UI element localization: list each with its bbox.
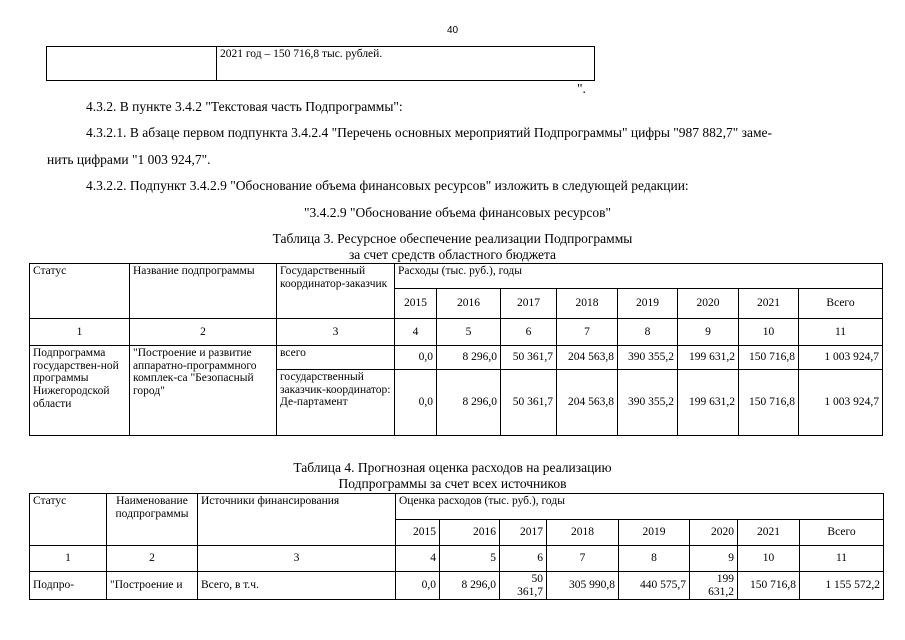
header-total: Всего [799,289,883,319]
value-cell: 150 716,8 [738,572,800,600]
value-cell: 50 361,7 [501,346,557,370]
header-year: 2017 [500,520,547,546]
header-year: 2018 [557,289,618,319]
column-number: 10 [739,319,799,346]
forecast-table-4 [29,493,884,600]
header-year: 2015 [396,520,440,546]
value-cell: 150 716,8 [739,346,799,370]
header-year: 2021 [739,289,799,319]
column-number: 8 [618,319,678,346]
header-year: 2017 [501,289,557,319]
column-number: 9 [690,546,738,572]
paragraph-4-3-2-1: 4.3.2.1. В абзаце первом подпункта 3.4.2.4 "Перечень основных мероприятий Подпрограммы" цифры "987 882,7" заме- [86,125,773,140]
value-cell: 0,0 [395,370,437,436]
column-number: 2 [107,546,198,572]
value-cell: 305 990,8 [547,572,619,600]
value-cell: 0,0 [395,346,437,370]
continuation-table [46,46,595,81]
header-year: 2018 [547,520,619,546]
paragraph-4-3-2-1-cont: нить цифрами "1 003 924,7". [47,152,211,167]
header-year: 2019 [618,289,678,319]
column-number: 3 [277,319,395,346]
page-number: 40 [446,25,459,36]
header-year: 2021 [738,520,800,546]
value-cell: 150 716,8 [739,370,799,436]
continuation-cell: 2021 год – 150 716,8 тыс. рублей. [217,47,595,81]
value-cell: 199 631,2 [678,346,739,370]
column-number: 7 [547,546,619,572]
source-cell: всего [277,346,395,370]
header-coordinator: Государственный координатор-заказчик [277,264,395,319]
section-heading: "3.4.2.9 "Обоснование объема финансовых ресурсов" [304,205,612,220]
header-year: 2020 [690,520,738,546]
value-cell: 50 361,7 [500,572,547,600]
empty-cell [47,47,217,81]
header-year: 2015 [395,289,437,319]
subprogram-name-cell: "Построение и развитие аппаратно-программного комплек-са "Безопасный город" [130,346,277,436]
header-status: Статус [30,264,130,319]
value-cell: 440 575,7 [619,572,690,600]
status-cell: Подпро- [30,572,107,600]
total-cell: 1 003 924,7 [799,346,883,370]
column-number: 2 [130,319,277,346]
header-expenses: Оценка расходов (тыс. руб.), годы [396,494,884,520]
value-cell: 199 631,2 [678,370,739,436]
header-year: 2016 [440,520,500,546]
column-number: 6 [501,319,557,346]
value-cell: 204 563,8 [557,370,618,436]
source-cell: государственный заказчик-координатор: Де-партамент [277,370,395,436]
column-number: 4 [395,319,437,346]
column-number: 9 [678,319,739,346]
header-year: 2016 [437,289,501,319]
closing-quote: ". [577,81,586,96]
table4-caption-line1: Таблица 4. Прогнозная оценка расходов на реализацию [293,460,612,475]
paragraph-4-3-2: 4.3.2. В пункте 3.4.2 "Текстовая часть Подпрограммы": [86,99,403,114]
column-number: 5 [437,319,501,346]
value-cell: 199 631,2 [690,572,738,600]
column-number: 5 [440,546,500,572]
value-cell: 390 355,2 [618,370,678,436]
column-number: 1 [30,546,107,572]
header-status: Статус [30,494,107,546]
header-name: Наименование подпрограммы [107,494,198,546]
header-year: 2019 [619,520,690,546]
value-cell: 204 563,8 [557,346,618,370]
value-cell: 8 296,0 [437,346,501,370]
table3-caption-line1: Таблица 3. Ресурсное обеспечение реализации Подпрограммы [272,231,633,246]
column-number: 1 [30,319,130,346]
value-cell: 390 355,2 [618,346,678,370]
subprogram-name-cell: "Построение и [107,572,198,600]
value-cell: 0,0 [396,572,440,600]
value-cell: 8 296,0 [437,370,501,436]
column-number: 11 [800,546,884,572]
column-number: 6 [500,546,547,572]
source-cell: Всего, в т.ч. [198,572,396,600]
total-cell: 1 003 924,7 [799,370,883,436]
resource-table-3 [29,263,883,436]
value-cell: 8 296,0 [440,572,500,600]
header-year: 2020 [678,289,739,319]
header-name: Название подпрограммы [130,264,277,319]
header-sources: Источники финансирования [198,494,396,546]
table4-caption-line2: Подпрограммы за счет всех источников [338,476,567,491]
column-number: 8 [619,546,690,572]
status-cell: Подпрограмма государствен-ной программы Нижегородской области [30,346,130,436]
column-number: 10 [738,546,800,572]
column-number: 4 [396,546,440,572]
table3-caption-line2: за счет средств областного бюджета [348,247,557,262]
total-cell: 1 155 572,2 [800,572,884,600]
paragraph-4-3-2-2: 4.3.2.2. Подпункт 3.4.2.9 "Обоснование объема финансовых ресурсов" изложить в следующей редакции: [86,178,689,193]
value-cell: 50 361,7 [501,370,557,436]
column-number: 7 [557,319,618,346]
header-expenses: Расходы (тыс. руб.), годы [395,264,883,289]
column-number: 11 [799,319,883,346]
header-total: Всего [800,520,884,546]
column-number: 3 [198,546,396,572]
